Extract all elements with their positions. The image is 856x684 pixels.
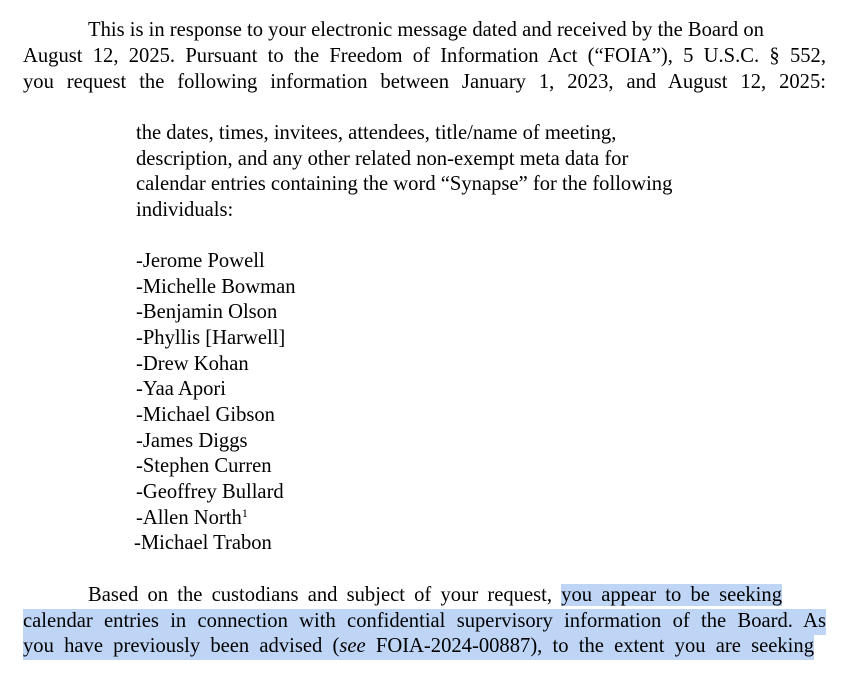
highlighted-text: you appear to be seeking	[561, 584, 782, 606]
paragraph-2-text: FOIA-2024-00887), to the extent you are seeking	[365, 635, 814, 657]
paragraph-1-line-2: August 12, 2025. Pursuant to the Freedom of Information Act (“FOIA”), 5 U.S.C. § 552,	[23, 45, 826, 67]
individual-item: -Jerome Powell	[136, 250, 265, 272]
quote-line-1: the dates, times, invitees, attendees, title/name of meeting,	[136, 122, 617, 144]
paragraph-1-line-3: you request the following information between January 1, 2023, and August 12, 2025:	[23, 71, 826, 93]
quote-line-3: calendar entries containing the word “Synapse” for the following	[136, 173, 673, 195]
individual-item	[136, 506, 248, 532]
individual-item: -Phyllis [Harwell]	[136, 327, 286, 349]
paragraph-1-line-1: This is in response to your electronic message dated and received by the Board on	[88, 19, 764, 41]
individual-item: -Benjamin Olson	[136, 301, 278, 323]
paragraph-2-line-1	[88, 583, 782, 609]
paragraph-2-text: Based on the custodians and subject of your request,	[88, 584, 562, 606]
quote-line-2: description, and any other related non-exempt meta data for	[136, 148, 629, 170]
individual-item: -Michael Trabon	[134, 532, 272, 554]
individual-item: -Yaa Apori	[136, 378, 227, 400]
paragraph-2-text: you have previously been advised (	[23, 635, 340, 657]
paragraph-2-line-3	[23, 634, 814, 660]
individual-item: -Michelle Bowman	[136, 276, 296, 298]
individual-name: -Allen North	[136, 507, 242, 529]
footnote-reference[interactable]: 1	[241, 506, 248, 520]
paragraph-2-line-2: calendar entries in connection with confidential supervisory information of the Board. As	[23, 609, 826, 635]
individual-item: -Drew Kohan	[136, 353, 249, 375]
individual-item: -Michael Gibson	[136, 404, 275, 426]
see-signal: see	[339, 635, 366, 657]
individual-item: -Geoffrey Bullard	[136, 481, 284, 503]
quote-line-4: individuals:	[136, 199, 234, 221]
individual-item: -James Diggs	[136, 430, 248, 452]
individual-item: -Stephen Curren	[136, 455, 272, 477]
